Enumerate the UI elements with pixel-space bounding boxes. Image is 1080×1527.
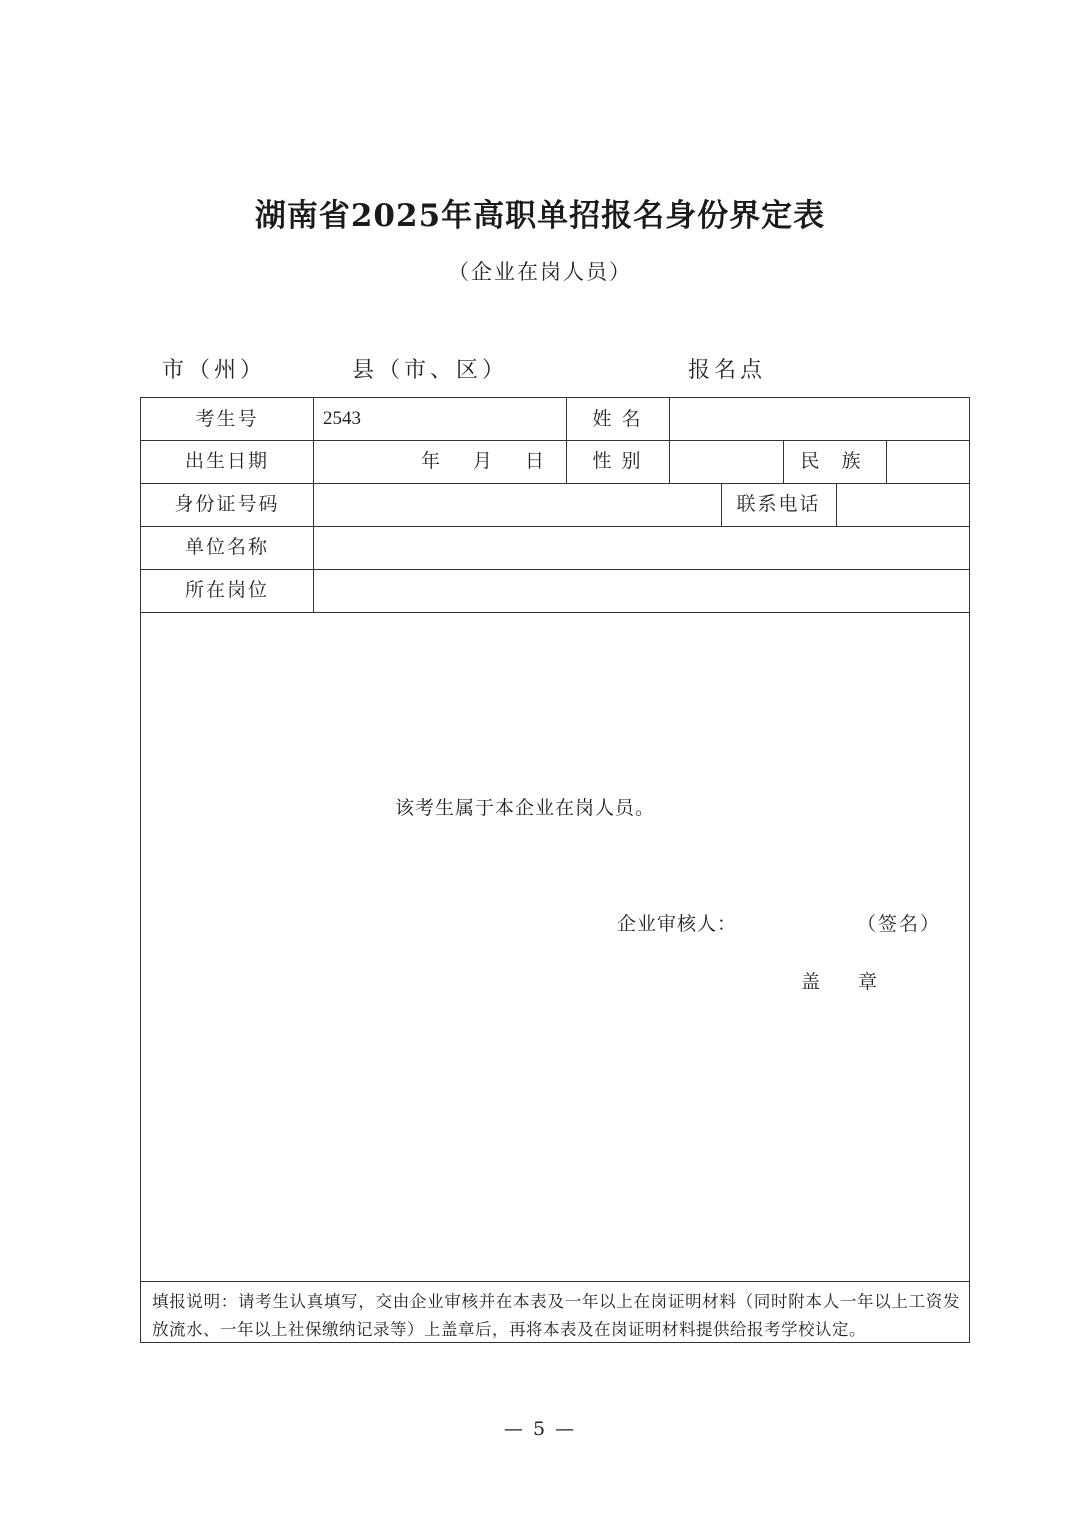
gender-label: 性 别 [592, 450, 643, 472]
phone-field[interactable] [836, 483, 969, 526]
city-label: 市（州） [162, 358, 267, 383]
registration-site-label: 报名点 [688, 358, 767, 383]
ethnicity-field[interactable] [886, 440, 969, 483]
page-title: 湖南省2025年高职单招报名身份界定表 [254, 198, 826, 234]
identity-form-table [140, 397, 970, 1343]
row-divider [141, 612, 969, 613]
birth-date-label: 出生日期 [184, 450, 269, 472]
birth-date-field[interactable] [313, 440, 566, 483]
seal-label: 盖 章 [801, 971, 894, 993]
id-number-label: 身份证号码 [174, 493, 280, 515]
county-label: 县（市、区） [352, 358, 509, 383]
exam-number-label: 考生号 [195, 408, 259, 430]
name-label: 姓 名 [592, 408, 643, 430]
exam-number-field[interactable]: 2543 [323, 408, 361, 429]
filling-instructions: 填报说明：请考生认真填写，交由企业审核并在本表及一年以上在岗证明材料（同时附本人一年以上工资发放流水、一年以上社保缴纳记录等）上盖章后，再将本表及在岗证明材料提供给报考学校认定。 [152, 1292, 960, 1339]
phone-label: 联系电话 [736, 493, 821, 515]
employer-field[interactable] [313, 526, 969, 569]
birth-day-label: 日 [525, 450, 545, 472]
employer-label: 单位名称 [184, 536, 269, 558]
birth-year-label: 年 [421, 450, 441, 472]
gender-field[interactable] [669, 440, 783, 483]
id-number-field[interactable] [313, 483, 721, 526]
birth-month-label: 月 [473, 450, 493, 472]
reviewer-label: 企业审核人： [617, 913, 738, 935]
name-field[interactable] [669, 398, 969, 440]
position-label: 所在岗位 [184, 579, 269, 601]
page-number: — 5 — [503, 1418, 577, 1440]
ethnicity-label: 民 族 [800, 450, 869, 472]
certification-statement: 该考生属于本企业在岗人员。 [395, 797, 656, 819]
position-field[interactable] [313, 569, 969, 612]
signature-label: （签名） [857, 913, 942, 935]
page-subtitle: （企业在岗人员） [448, 260, 632, 284]
row-divider [141, 1281, 969, 1282]
